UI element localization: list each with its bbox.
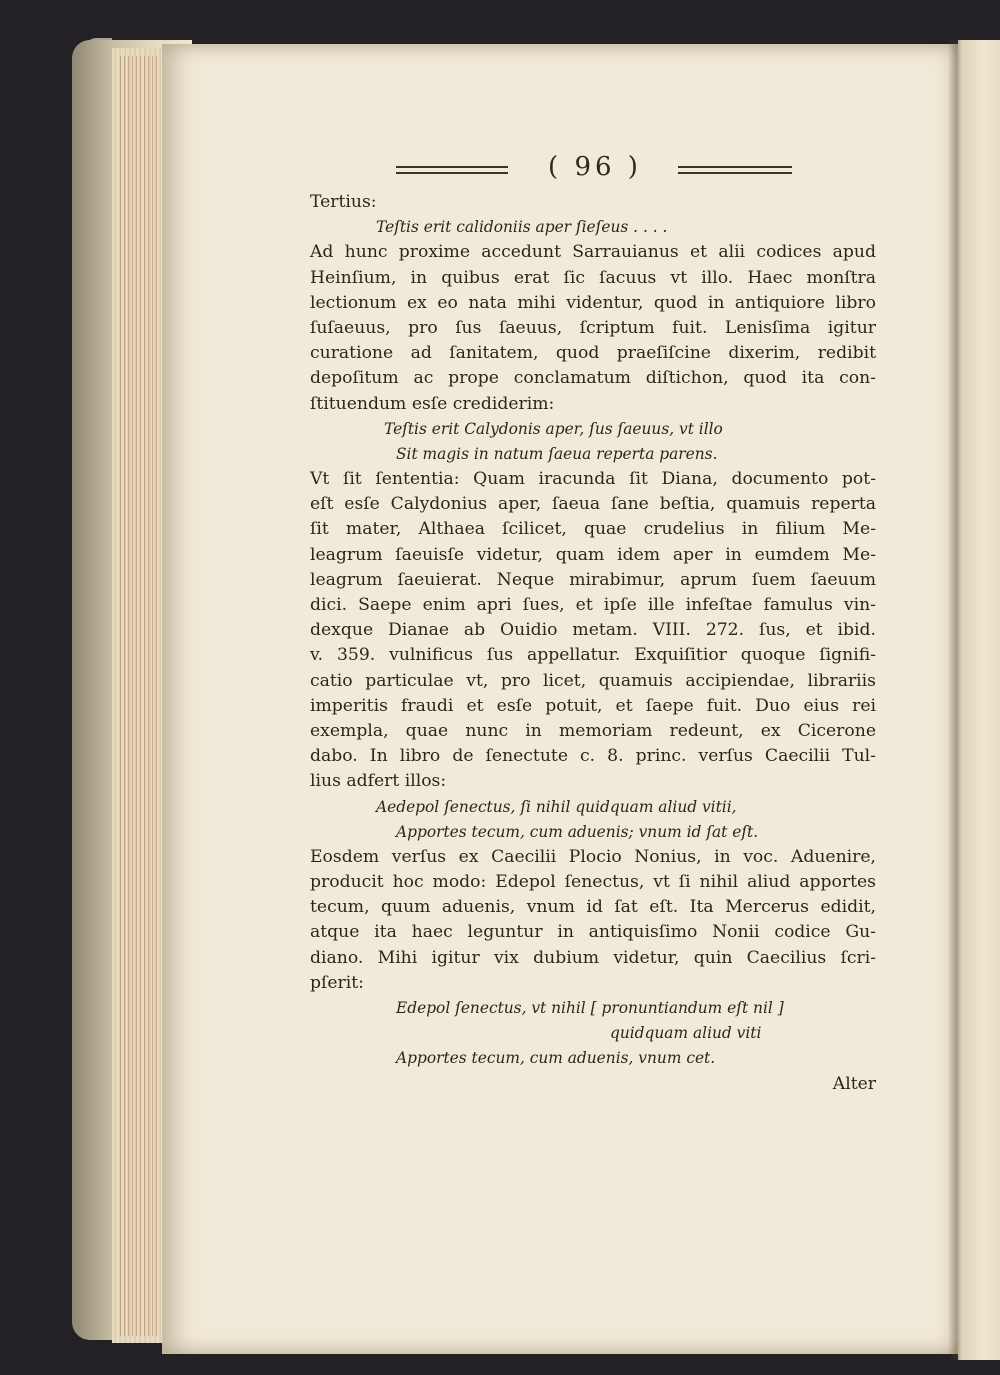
text-line: Eosdem verſus ex Caecilii Plocio Nonius, in voc. Aduenire, [310,846,876,867]
text-line: eſt esſe Calydonius aper, ſaeua ſane beſtia, quamuis reperta [310,494,876,515]
text-line: dexque Dianae ab Ouidio metam. VIII. 272. ſus, et ibid. [310,620,876,641]
text-line: Vt ſit ſententia: Quam iracunda ſit Diana, documento pot- [310,469,876,490]
text-line: producit hoc modo: Edepol ſenectus, vt ſi nihil aliud apportes [310,872,876,893]
text-line: pſerit: [310,972,364,993]
quote-line: Apportes tecum, cum aduenis, vnum cet. [396,1049,716,1068]
text-line: dabo. In libro de ſenectute c. 8. princ. verſus Caecilii Tul- [310,746,876,767]
text-line: exempla, quae nunc in memoriam redeunt, ex Cicerone [310,720,876,741]
header-rule-right [678,166,792,174]
quote-line: Apportes tecum, cum aduenis; vnum id ſat eſt. [396,822,759,841]
quote-line: Aedepol ſenectus, ſi nihil quidquam aliud vitii, [376,797,737,816]
text-line: Ad hunc proxime accedunt Sarrauianus et alii codices apud [310,242,876,263]
text-line: lius adfert illos: [310,771,447,792]
page-number: ( 96 ) [548,152,642,182]
text-line: v. 359. vulnificus ſus appellatur. Exquiſitior quoque ſignifi- [310,645,876,666]
text-line: atque ita haec leguntur in antiquisſimo Nonii codice Gu- [310,922,876,943]
catchword: Alter [832,1073,876,1094]
text-line: diano. Mihi igitur vix dubium videtur, quin Caecilius ſcri- [310,947,876,968]
text-line: Tertius: [310,192,377,212]
quote-line: Sit magis in natum ſaeua reperta parens. [396,444,718,463]
text-line: Heinſium, in quibus erat ſic ſacuus vt illo. Haec monſtra [310,267,876,288]
text-line: lectionum ex eo nata mihi videntur, quod in antiquiore libro [310,292,876,313]
text-line: imperitis fraudi et esſe potuit, et ſaepe fuit. Duo eius rei [310,695,876,716]
quote-line: Teſtis erit calidoniis aper ſieſeus . . . . [376,218,668,237]
text-block [310,190,876,1097]
quote-line: quidquam aliud viti [610,1024,762,1043]
text-line: tecum, quum aduenis, vnum id ſat eſt. Ita Mercerus edidit, [310,897,876,918]
text-line: ſuſaeuus, pro ſus ſaeuus, ſcriptum fuit. Lenisſima igitur [310,317,876,338]
header-rule-left [396,166,508,174]
gutter-shadow [948,40,962,1360]
red-page-edge [120,56,160,1336]
text-line: leagrum ſaeuisſe videtur, quam idem aper in eumdem Me- [310,544,876,565]
text-line: dici. Saepe enim apri ſues, et ipſe ille infeſtae famulus vin- [310,595,876,615]
text-line: leagrum ſaeuierat. Neque mirabimur, aprum ſuem ſaeuum [310,569,876,590]
text-line: curatione ad ſanitatem, quod praeſiſcine dixerim, redibit [310,343,876,364]
quote-line: Teſtis erit Calydonis aper, ſus ſaeuus, vt illo [384,419,723,438]
text-line: ſit mater, Althaea ſcilicet, quae crudelius in filium Me- [310,519,876,540]
text-line: ſtituendum esſe crediderim: [310,393,555,414]
text-line: catio particulae vt, pro licet, quamuis accipiendae, librariis [310,670,876,691]
facing-page-edge [958,40,1000,1360]
quote-line: Edepol ſenectus, vt nihil [ pronuntiandum eſt nil ] [396,999,784,1017]
text-line: depoſitum ac prope conclamatum diſtichon, quod ita con- [310,368,876,389]
